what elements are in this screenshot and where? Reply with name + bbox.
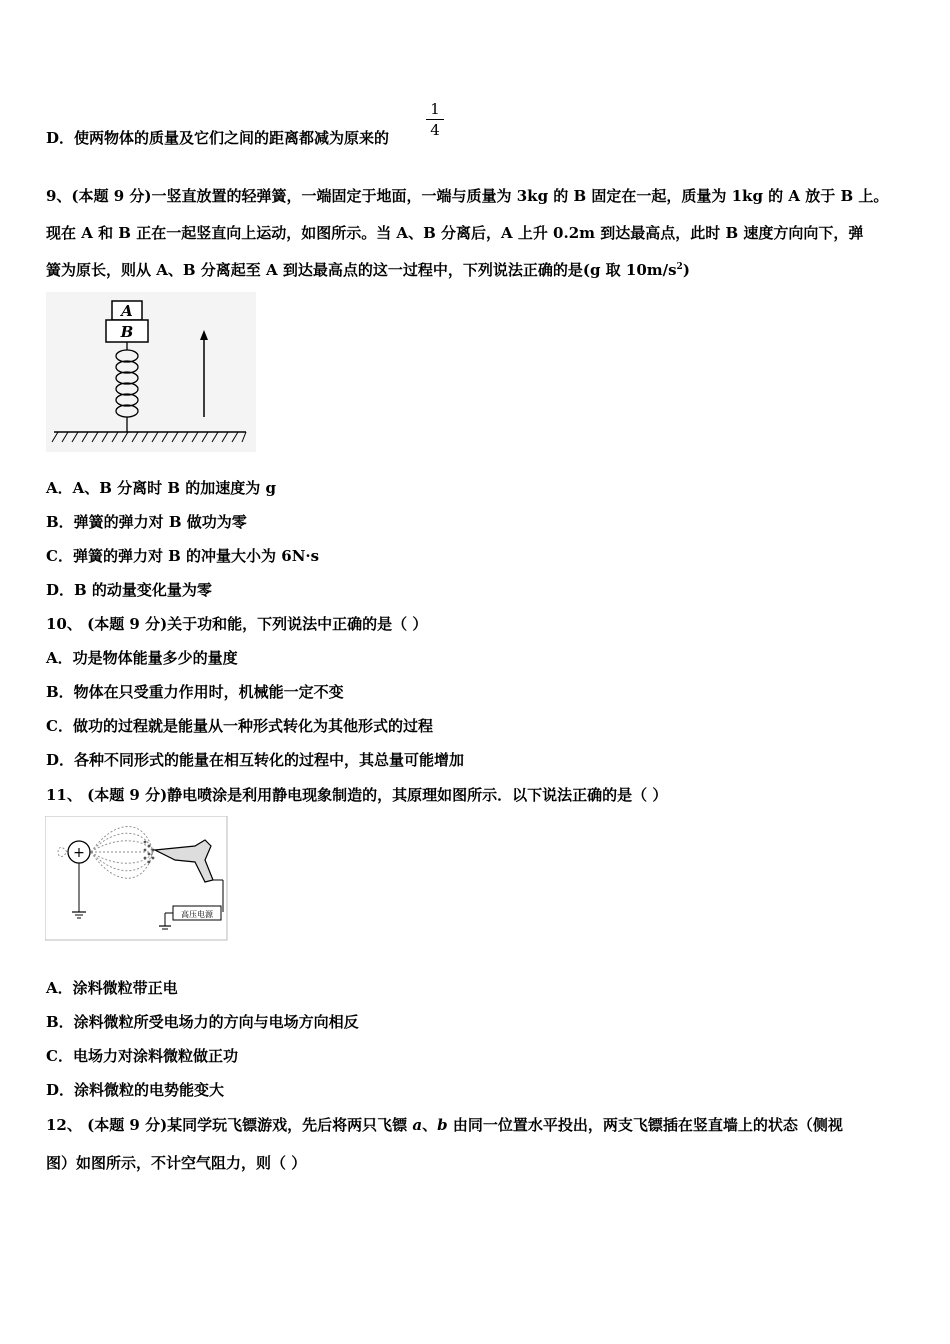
superscript-2: 2 xyxy=(676,262,683,272)
q11-option-c: C．电场力对涂料微粒做正功 xyxy=(46,1047,238,1065)
figure-background xyxy=(46,292,256,452)
q9-stem-line-3-end: ) xyxy=(682,261,690,279)
q9-stem-line-1: 9、(本题 9 分)一竖直放置的轻弹簧，一端固定于地面，一端与质量为 3kg 的 B 固定在一起，质量为 1kg 的 A 放于 B 上。 xyxy=(46,187,889,205)
fraction-numerator: 1 xyxy=(430,100,440,118)
fraction-denominator: 4 xyxy=(430,121,440,139)
q11-option-b: B．涂料微粒所受电场力的方向与电场方向相反 xyxy=(46,1013,359,1031)
power-label: 高压电源 xyxy=(181,910,213,919)
q9-option-d: D．B 的动量变化量为零 xyxy=(46,581,212,599)
option-text: 使两物体的质量及它们之间的距离都减为原来的 xyxy=(74,129,390,147)
q11-stem: 11、 (本题 9 分)静电喷涂是利用静电现象制造的，其原理如图所示．以下说法正确的是（ ） xyxy=(46,786,668,804)
q10-option-a: A．功是物体能量多少的量度 xyxy=(46,649,238,667)
q10-option-b: B．物体在只受重力作用时，机械能一定不变 xyxy=(46,683,344,701)
dart-a-label: a xyxy=(412,1116,423,1134)
q8-option-d xyxy=(46,128,389,148)
figure-frame xyxy=(45,816,227,940)
plus-sign: + xyxy=(73,845,85,861)
q9-stem-line-3-text: 簧为原长，则从 A、B 分离起至 A 到达最高点的这一过程中，下列说法正确的是(g 取 10m/s xyxy=(46,261,677,279)
block-b-label: B xyxy=(120,323,134,341)
option-letter: D． xyxy=(46,129,75,147)
q9-option-b: B．弹簧的弹力对 B 做功为零 xyxy=(46,513,247,531)
q10-option-c: C．做功的过程就是能量从一种形式转化为其他形式的过程 xyxy=(46,717,433,735)
fraction-one-quarter xyxy=(424,100,446,139)
q10-stem: 10、 (本题 9 分)关于功和能，下列说法中正确的是（ ） xyxy=(46,615,428,633)
q12-stem-line-2: 图）如图所示，不计空气阻力，则（ ） xyxy=(46,1154,307,1172)
spring-block-figure xyxy=(46,292,256,452)
q11-option-d: D．涂料微粒的电势能变大 xyxy=(46,1081,225,1099)
q12-stem-line-1 xyxy=(46,1115,843,1135)
separator: 、 xyxy=(422,1116,438,1134)
q12-stem-part-1: 12、 (本题 9 分)某同学玩飞镖游戏，先后将两只飞镖 xyxy=(46,1116,413,1134)
q9-option-c: C．弹簧的弹力对 B 的冲量大小为 6N·s xyxy=(46,547,320,565)
q10-option-d: D．各种不同形式的能量在相互转化的过程中，其总量可能增加 xyxy=(46,751,465,769)
q11-option-a: A．涂料微粒带正电 xyxy=(46,979,178,997)
q9-stem-line-3 xyxy=(46,260,690,280)
q9-stem-line-2: 现在 A 和 B 正在一起竖直向上运动，如图所示。当 A、B 分离后，A 上升 0.2m 到达最高点，此时 B 速度方向向下，弹 xyxy=(46,224,864,242)
q9-option-a: A．A、B 分离时 B 的加速度为 g xyxy=(46,479,277,497)
fraction-bar xyxy=(426,119,444,120)
q12-stem-part-2: 由同一位置水平投出，两支飞镖插在竖直墙上的状态（侧视 xyxy=(447,1116,843,1134)
block-a-label: A xyxy=(121,302,133,320)
dart-b-label: b xyxy=(437,1116,448,1134)
electrostatic-spray-figure xyxy=(45,816,229,946)
